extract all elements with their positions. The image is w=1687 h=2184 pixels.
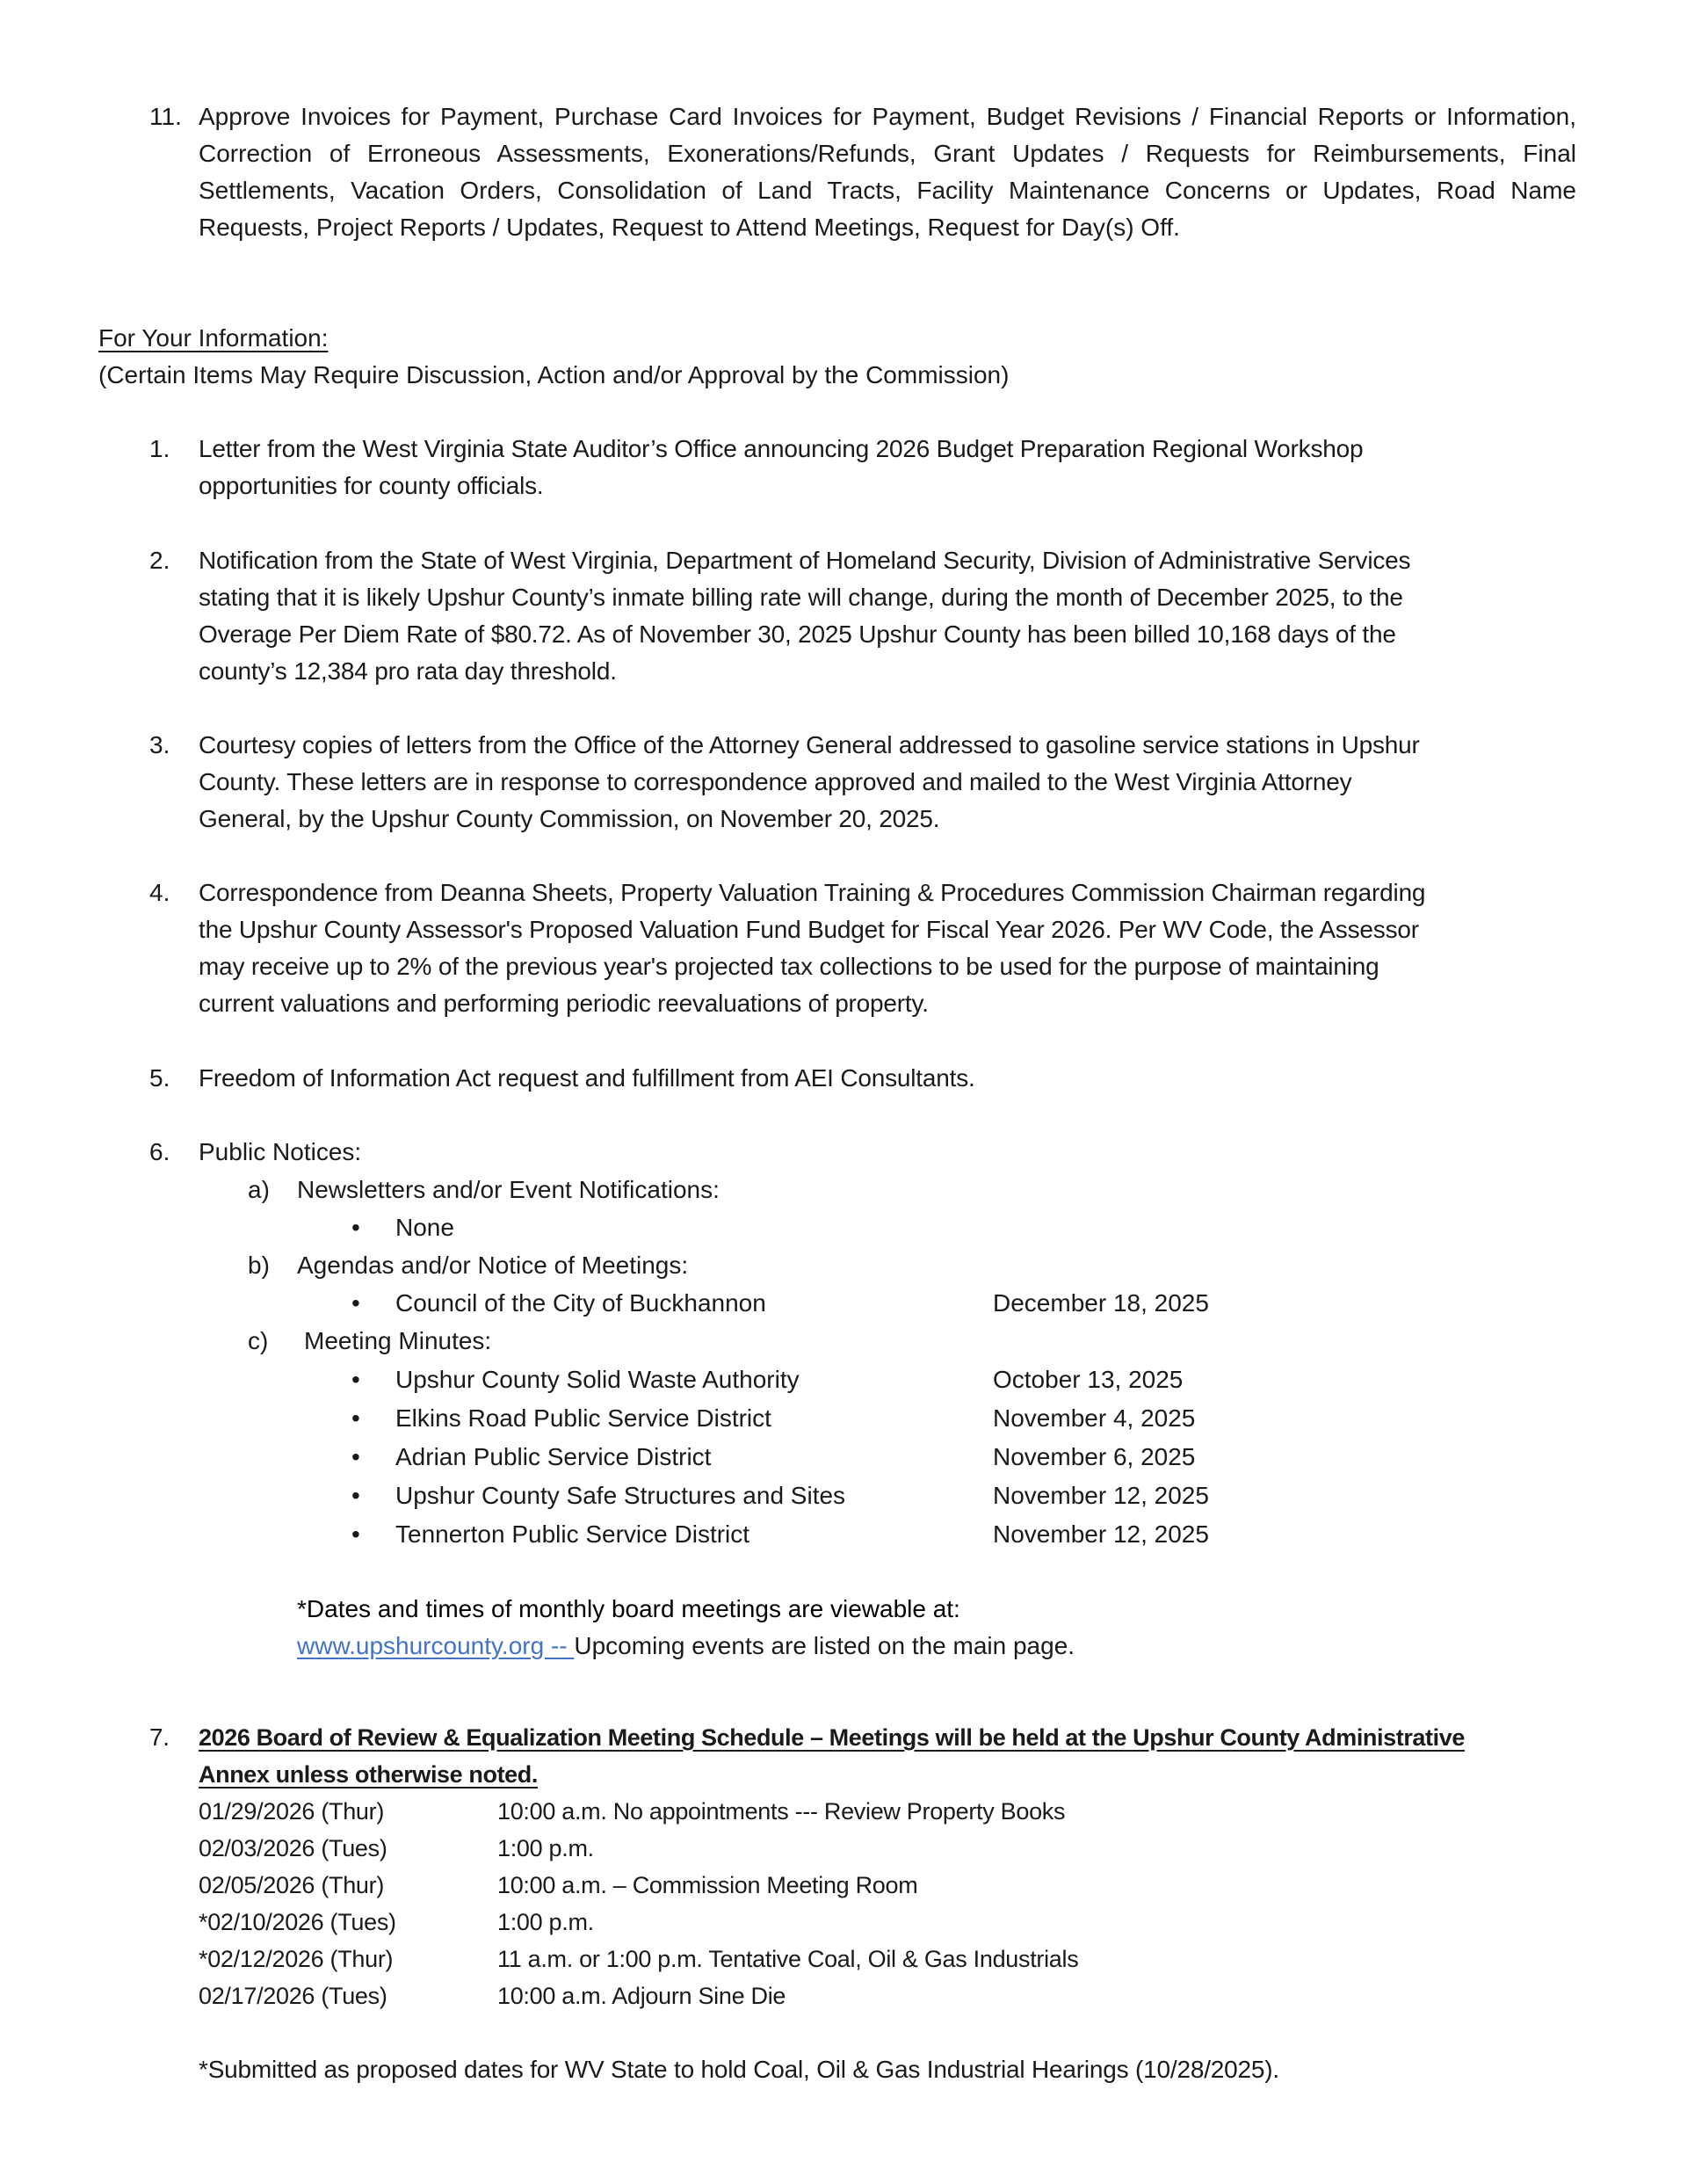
website-link-suffix: Upcoming events are listed on the main page. [574, 1632, 1075, 1659]
item-line: Correspondence from Deanna Sheets, Property Valuation Training & Procedures Commission Chairman regarding [199, 879, 1426, 906]
item-number: 1. [149, 435, 170, 462]
schedule-date: *02/10/2026 (Tues) [199, 1909, 396, 1935]
schedule-footnote: *Submitted as proposed dates for WV State to hold Coal, Oil & Gas Industrial Hearings (10/28/2025). [199, 2056, 1279, 2083]
website-line [297, 1628, 1075, 1665]
item-line: the Upshur County Assessor's Proposed Valuation Fund Budget for Fiscal Year 2026. Per WV Code, the Assessor [199, 916, 1419, 943]
schedule-date: *02/12/2026 (Thur) [199, 1946, 394, 1972]
notice-entry-name: Council of the City of Buckhannon [395, 1289, 766, 1317]
subsection-title: Newsletters and/or Event Notifications: [297, 1176, 720, 1203]
schedule-date: 02/03/2026 (Tues) [199, 1835, 387, 1861]
notice-entry-date: November 12, 2025 [993, 1520, 1209, 1548]
bullet-icon: • [351, 1443, 360, 1470]
item-line: County. These letters are in response to correspondence approved and mailed to the West Virginia Attorney [199, 768, 1352, 795]
notice-entry-name: Upshur County Safe Structures and Sites [395, 1482, 846, 1509]
item-line: opportunities for county officials. [199, 472, 544, 499]
schedule-detail: 10:00 a.m. – Commission Meeting Room [497, 1872, 918, 1898]
item-line: current valuations and performing periodic reevaluations of property. [199, 990, 929, 1017]
meetings-note: *Dates and times of monthly board meetings are viewable at: [297, 1595, 960, 1622]
schedule-detail: 1:00 p.m. [497, 1835, 594, 1861]
item-number: 3. [149, 731, 170, 758]
subsection-title: Meeting Minutes: [304, 1327, 492, 1354]
subsection-letter: b) [248, 1252, 270, 1279]
item-number: 7. [149, 1723, 170, 1751]
item-line: may receive up to 2% of the previous year's projected tax collections to be used for the purpose of maintaining [199, 953, 1379, 980]
notice-entry-name: None [395, 1214, 454, 1241]
item-line: Freedom of Information Act request and fulfillment from AEI Consultants. [199, 1064, 975, 1092]
bullet-icon: • [351, 1366, 360, 1393]
schedule-title-line: Annex unless otherwise noted. [199, 1761, 538, 1788]
schedule-date: 02/05/2026 (Thur) [199, 1872, 385, 1898]
item-line: Notification from the State of West Virginia, Department of Homeland Security, Division of Administrative Services [199, 547, 1411, 574]
subsection-letter: c) [248, 1327, 269, 1354]
notice-entry-name: Upshur County Solid Waste Authority [395, 1366, 800, 1393]
item-text: Approve Invoices for Payment, Purchase Card Invoices for Payment, Budget Revisions / Financial Reports or Information, Correction of Erroneous Assessments, Exonerations/Refunds, Grant Updates / Requests for Reimbursements, Final Settlements, Vacation Orders, Consolidation of Land Tracts, Facility Maintenance Concerns or Updates, Road Name Requests, Project Reports / Updates, Request to Attend Meetings, Request for Day(s) Off. [199, 103, 1576, 241]
subsection-title: Agendas and/or Notice of Meetings: [297, 1252, 689, 1279]
bullet-icon: • [351, 1404, 360, 1432]
website-link[interactable]: www.upshurcounty.org -- [297, 1632, 575, 1659]
public-notices-title: Public Notices: [199, 1138, 362, 1165]
schedule-detail: 1:00 p.m. [497, 1909, 594, 1935]
schedule-detail: 11 a.m. or 1:00 p.m. Tentative Coal, Oil & Gas Industrials [497, 1946, 1079, 1972]
item-line: Overage Per Diem Rate of $80.72. As of November 30, 2025 Upshur County has been billed 10,168 days of the [199, 620, 1396, 648]
item-number: 6. [149, 1138, 170, 1165]
notice-entry-name: Adrian Public Service District [395, 1443, 712, 1470]
notice-entry-date: November 12, 2025 [993, 1482, 1209, 1509]
subsection-letter: a) [248, 1176, 270, 1203]
item-line: Courtesy copies of letters from the Office of the Attorney General addressed to gasoline service stations in Upshur [199, 731, 1420, 758]
bullet-icon: • [351, 1482, 360, 1509]
item-number: 11. [149, 103, 182, 130]
bullet-icon: • [351, 1520, 360, 1548]
item-line: Letter from the West Virginia State Auditor’s Office announcing 2026 Budget Preparation Regional Workshop [199, 435, 1364, 462]
notice-entry-name: Tennerton Public Service District [395, 1520, 750, 1548]
notice-entry-name: Elkins Road Public Service District [395, 1404, 771, 1432]
schedule-title-line: 2026 Board of Review & Equalization Meeting Schedule – Meetings will be held at the Upshur County Administrative [199, 1724, 1465, 1751]
item-number: 5. [149, 1064, 170, 1092]
notice-entry-date: October 13, 2025 [993, 1366, 1184, 1393]
item-number: 2. [149, 547, 170, 574]
notice-entry-date: November 4, 2025 [993, 1404, 1196, 1432]
schedule-detail: 10:00 a.m. No appointments --- Review Property Books [497, 1798, 1066, 1825]
section-heading: For Your Information: [98, 324, 329, 352]
notice-entry-date: November 6, 2025 [993, 1443, 1196, 1470]
item-line: stating that it is likely Upshur County’s inmate billing rate will change, during the month of December 2025, to the [199, 584, 1403, 611]
notice-entry-date: December 18, 2025 [993, 1289, 1209, 1317]
bullet-icon: • [351, 1289, 360, 1317]
bullet-icon: • [351, 1214, 360, 1241]
schedule-date: 02/17/2026 (Tues) [199, 1983, 387, 2009]
schedule-detail: 10:00 a.m. Adjourn Sine Die [497, 1983, 786, 2009]
section-subheading: (Certain Items May Require Discussion, Action and/or Approval by the Commission) [98, 361, 1010, 388]
item-number: 4. [149, 879, 170, 906]
schedule-date: 01/29/2026 (Thur) [199, 1798, 385, 1825]
item-line: county’s 12,384 pro rata day threshold. [199, 657, 617, 685]
item-line: General, by the Upshur County Commission, on November 20, 2025. [199, 805, 940, 832]
